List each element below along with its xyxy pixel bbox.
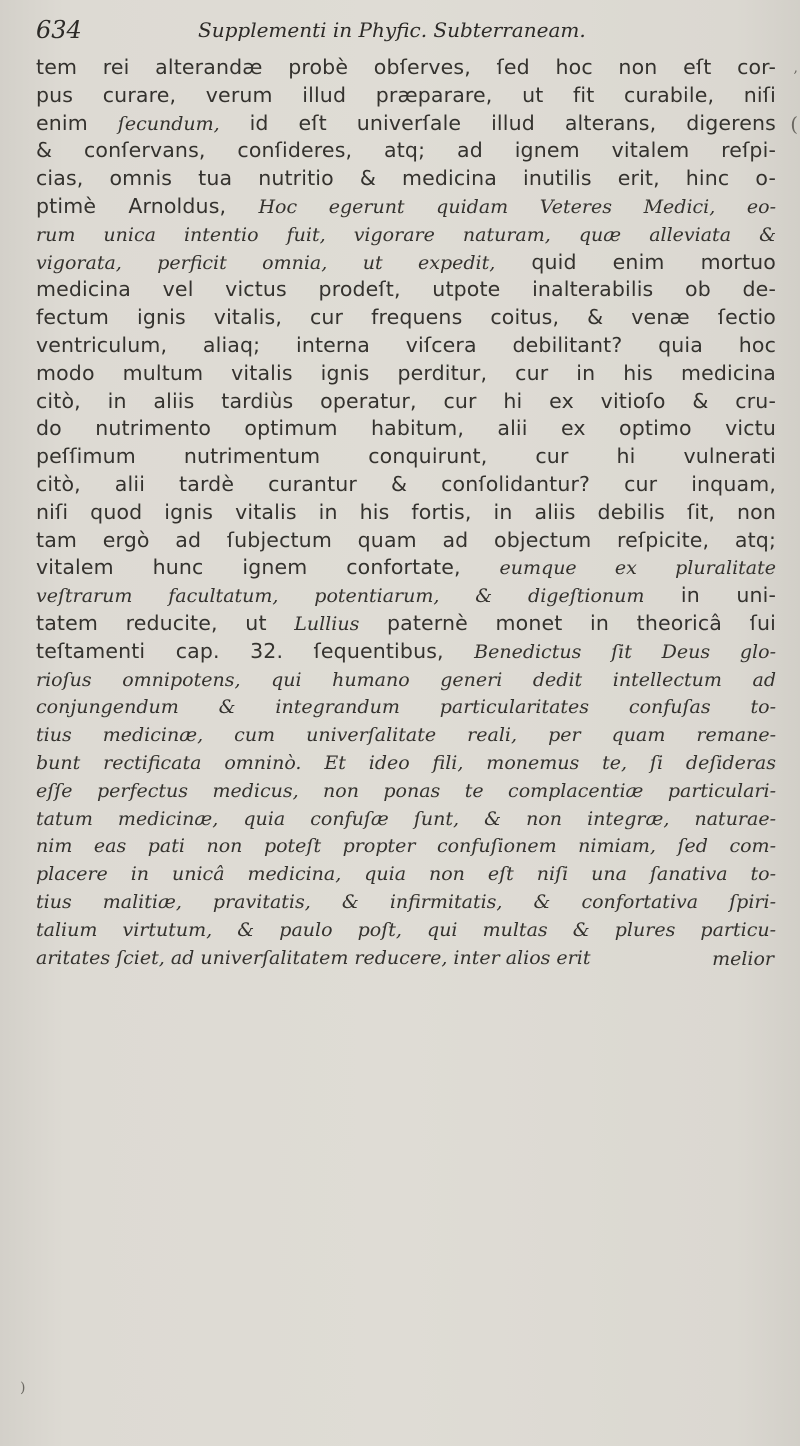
text-line bbox=[36, 332, 776, 360]
roman-text: do nutrimento optimum habitum, alii ex optimo victu bbox=[36, 416, 776, 441]
margin-mark: ( bbox=[790, 112, 798, 136]
text-line bbox=[36, 276, 776, 304]
text-line bbox=[36, 82, 776, 110]
text-line bbox=[36, 888, 776, 916]
text-line bbox=[36, 721, 776, 749]
italic-text: ſecundum, bbox=[117, 112, 220, 135]
roman-text: id eſt univerſale illud alterans, digerens bbox=[219, 110, 776, 135]
roman-text: citò, in aliis tardiùs operatur, cur hi ex vitioſo & cru- bbox=[36, 388, 776, 413]
text-line bbox=[36, 527, 776, 555]
roman-text: tam ergò ad ſubjectum quam ad objectum reſpicite, atq; bbox=[36, 527, 776, 552]
text-line bbox=[36, 832, 776, 860]
roman-text: ventriculum, aliaq; interna viſcera debilitant? quia hoc bbox=[36, 332, 776, 357]
text-line bbox=[36, 471, 776, 499]
text-line bbox=[36, 610, 776, 638]
text-line bbox=[36, 54, 776, 82]
roman-text: ptimè Arnoldus, bbox=[36, 193, 259, 218]
text-line bbox=[36, 443, 776, 471]
text-line bbox=[36, 499, 776, 527]
text-line bbox=[36, 360, 776, 388]
italic-text: tius malitiæ, pravitatis, & infirmitatis, & confortativa ſpiri- bbox=[36, 890, 776, 913]
margin-mark: , bbox=[793, 60, 798, 76]
italic-text: bunt rectificata omninò. Et ideo fili, monemus te, ſi deſideras bbox=[36, 751, 776, 774]
italic-text: Hoc egerunt quidam Veteres Medici, eo- bbox=[258, 195, 776, 218]
text-line bbox=[36, 304, 776, 332]
text-line bbox=[36, 805, 776, 833]
roman-text: niſi quod ignis vitalis in his fortis, in aliis debilis ſit, non bbox=[36, 499, 776, 524]
italic-text: rum unica intentio fuit, vigorare naturam, quæ alleviata & bbox=[36, 223, 776, 246]
roman-text: quid enim mortuo bbox=[495, 249, 776, 274]
text-line bbox=[36, 638, 776, 666]
italic-text: conjungendum & integrandum particularitates confuſas to- bbox=[36, 696, 776, 719]
italic-text: placere in unicâ medicina, quia non eſt niſi una ſanativa to- bbox=[36, 863, 776, 886]
roman-text: fectum ignis vitalis, cur frequens coitus, & venæ ſectio bbox=[36, 305, 776, 330]
roman-text: peſſimum nutrimentum conquirunt, cur hi vulnerati bbox=[36, 444, 776, 469]
text-line bbox=[36, 193, 776, 221]
italic-text: talium virtutum, & paulo poſt, qui multas & plures particu- bbox=[36, 918, 776, 941]
text-line bbox=[36, 666, 776, 694]
roman-text: teſtamenti cap. 32. ſequentibus, bbox=[36, 638, 475, 663]
text-line bbox=[36, 777, 776, 805]
text-line bbox=[36, 249, 776, 277]
page-header bbox=[36, 16, 776, 50]
italic-text: rioſus omnipotens, qui humano generi dedit intellectum ad bbox=[36, 668, 776, 691]
text-line bbox=[36, 693, 776, 721]
text-line bbox=[36, 916, 776, 944]
text-line bbox=[36, 749, 776, 777]
page-number: 634 bbox=[36, 16, 82, 44]
roman-text: paternè monet in theoricâ ſui bbox=[359, 610, 776, 635]
roman-text: pus curare, verum illud præparare, ut fit curabile, niſi bbox=[36, 82, 776, 107]
margin-mark: ) bbox=[20, 1380, 26, 1396]
roman-text: medicina vel victus prodeſt, utpote inalterabilis ob de- bbox=[36, 277, 776, 302]
italic-text: vigorata, perficit omnia, ut expedit, bbox=[36, 251, 496, 274]
roman-text: modo multum vitalis ignis perditur, cur in his medicina bbox=[36, 360, 776, 385]
text-line bbox=[36, 165, 776, 193]
catchword: melior bbox=[712, 948, 774, 970]
italic-text: Lullius bbox=[294, 612, 360, 635]
italic-text: Benedictus ſit Deus glo- bbox=[474, 640, 776, 663]
italic-text: aritates ſciet, ad univerſalitatem reducere, inter alios erit bbox=[36, 946, 591, 969]
italic-text: tatum medicinæ, quia confuſæ ſunt, & non integræ, naturae- bbox=[36, 807, 776, 830]
italic-text: eſſe perfectus medicus, non ponas te complacentiæ particulari- bbox=[36, 779, 776, 802]
text-line bbox=[36, 137, 776, 165]
italic-text: veſtrarum facultatum, potentiarum, & digeſtionum bbox=[36, 585, 645, 608]
text-line bbox=[36, 415, 776, 443]
text-line bbox=[36, 221, 776, 249]
roman-text: vitalem hunc ignem confortate, bbox=[36, 555, 500, 580]
roman-text: in uni- bbox=[644, 583, 776, 608]
text-line bbox=[36, 944, 776, 972]
italic-text: eumque ex pluralitate bbox=[499, 557, 776, 580]
running-head: Supplementi in Phyfic. Subterraneam. bbox=[198, 18, 586, 42]
text-line bbox=[36, 110, 776, 138]
body-text bbox=[36, 54, 776, 971]
italic-text: tius medicinæ, cum univerſalitate reali, per quam remane- bbox=[36, 724, 776, 747]
text-line bbox=[36, 860, 776, 888]
roman-text: tatem reducite, ut bbox=[36, 610, 295, 635]
roman-text: cias, omnis tua nutritio & medicina inutilis erit, hinc o- bbox=[36, 166, 776, 191]
roman-text: citò, alii tardè curantur & conſolidantur? cur inquam, bbox=[36, 471, 776, 496]
text-line bbox=[36, 554, 776, 582]
italic-text: nim eas pati non poteſt propter confuſionem nimiam, ſed com- bbox=[36, 835, 776, 858]
roman-text: enim bbox=[36, 110, 118, 135]
roman-text: tem rei alterandæ probè obſerves, ſed hoc non eſt cor- bbox=[36, 55, 776, 79]
text-line bbox=[36, 388, 776, 416]
roman-text: & conſervans, conſideres, atq; ad ignem vitalem reſpi- bbox=[36, 138, 776, 163]
text-line bbox=[36, 582, 776, 610]
